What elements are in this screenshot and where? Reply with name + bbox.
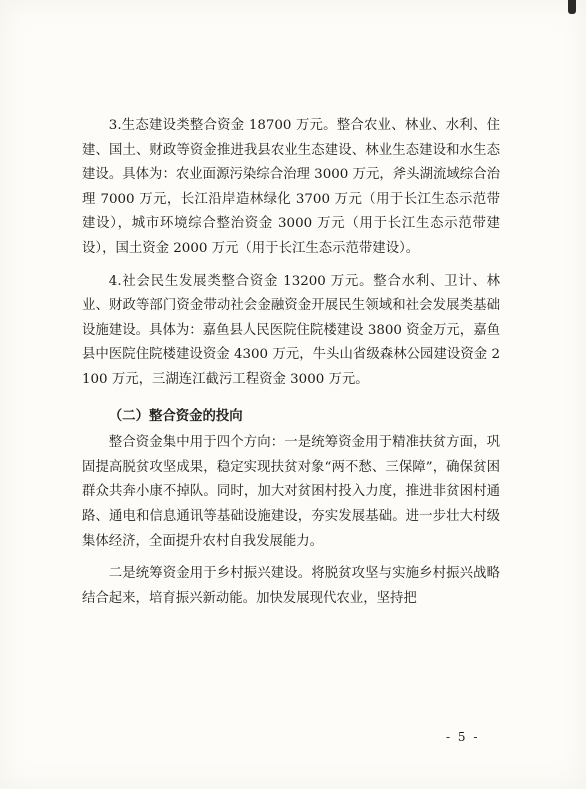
paragraph-gap — [82, 262, 500, 270]
section-heading: （二）整合资金的投向 — [108, 408, 243, 424]
document-body — [82, 114, 500, 611]
paragraph-gap — [82, 393, 500, 401]
paragraph-fund-directions: 整合资金集中用于四个方向：一是统筹资金用于精准扶贫方面，巩固提高脱贫攻坚成果，稳定实现扶贫对象“两不愁、三保障”，确保贫困群众共奔小康不掉队。同时，加大对贫困村投入力度，推进非贫困村通路、通电和信息通讯等基础设施建设，夯实发展基础。进一步壮大村级集体经济，全面提升农村自我发展能力。 — [82, 435, 500, 549]
paragraph-ecological-funds: 3.生态建设类整合资金 18700 万元。整合农业、林业、水利、住建、国土、财政等资金推进我县农业生态建设、林业生态建设和水生态建设。具体为：农业面源污染综合治理 3000 万元，斧头湖流域综合治理 7000 万元，长江沿岸造林绿化 3700 万元（用于长江生态示范带建设），城市环境综合整治资金 3000 万元（用于长江生态示范带建设），国土资金 2000 万元（用于长江生态示范带建设）。 — [82, 118, 500, 256]
paragraph-gap — [82, 554, 500, 562]
paragraph-social-funds: 4.社会民生发展类整合资金 13200 万元。整合水利、卫计、林业、财政等部门资金带动社会金融资金开展民生领域和社会发展类基础设施建设。具体为：嘉鱼县人民医院住院楼建设 3800 资金万元，嘉鱼县中医院住院楼建设资金 4300 万元，牛头山省级森林公园建设资金 2100 万元，三湖连江截污工程资金 3000 万元。 — [82, 273, 500, 387]
binding-mark — [568, 0, 576, 14]
paragraph-rural-revitalization: 二是统筹资金用于乡村振兴建设。将脱贫攻坚与实施乡村振兴战略结合起来，培育振兴新动能。加快发展现代农业，坚持把 — [82, 566, 500, 606]
page-number: - 5 - — [446, 730, 480, 744]
